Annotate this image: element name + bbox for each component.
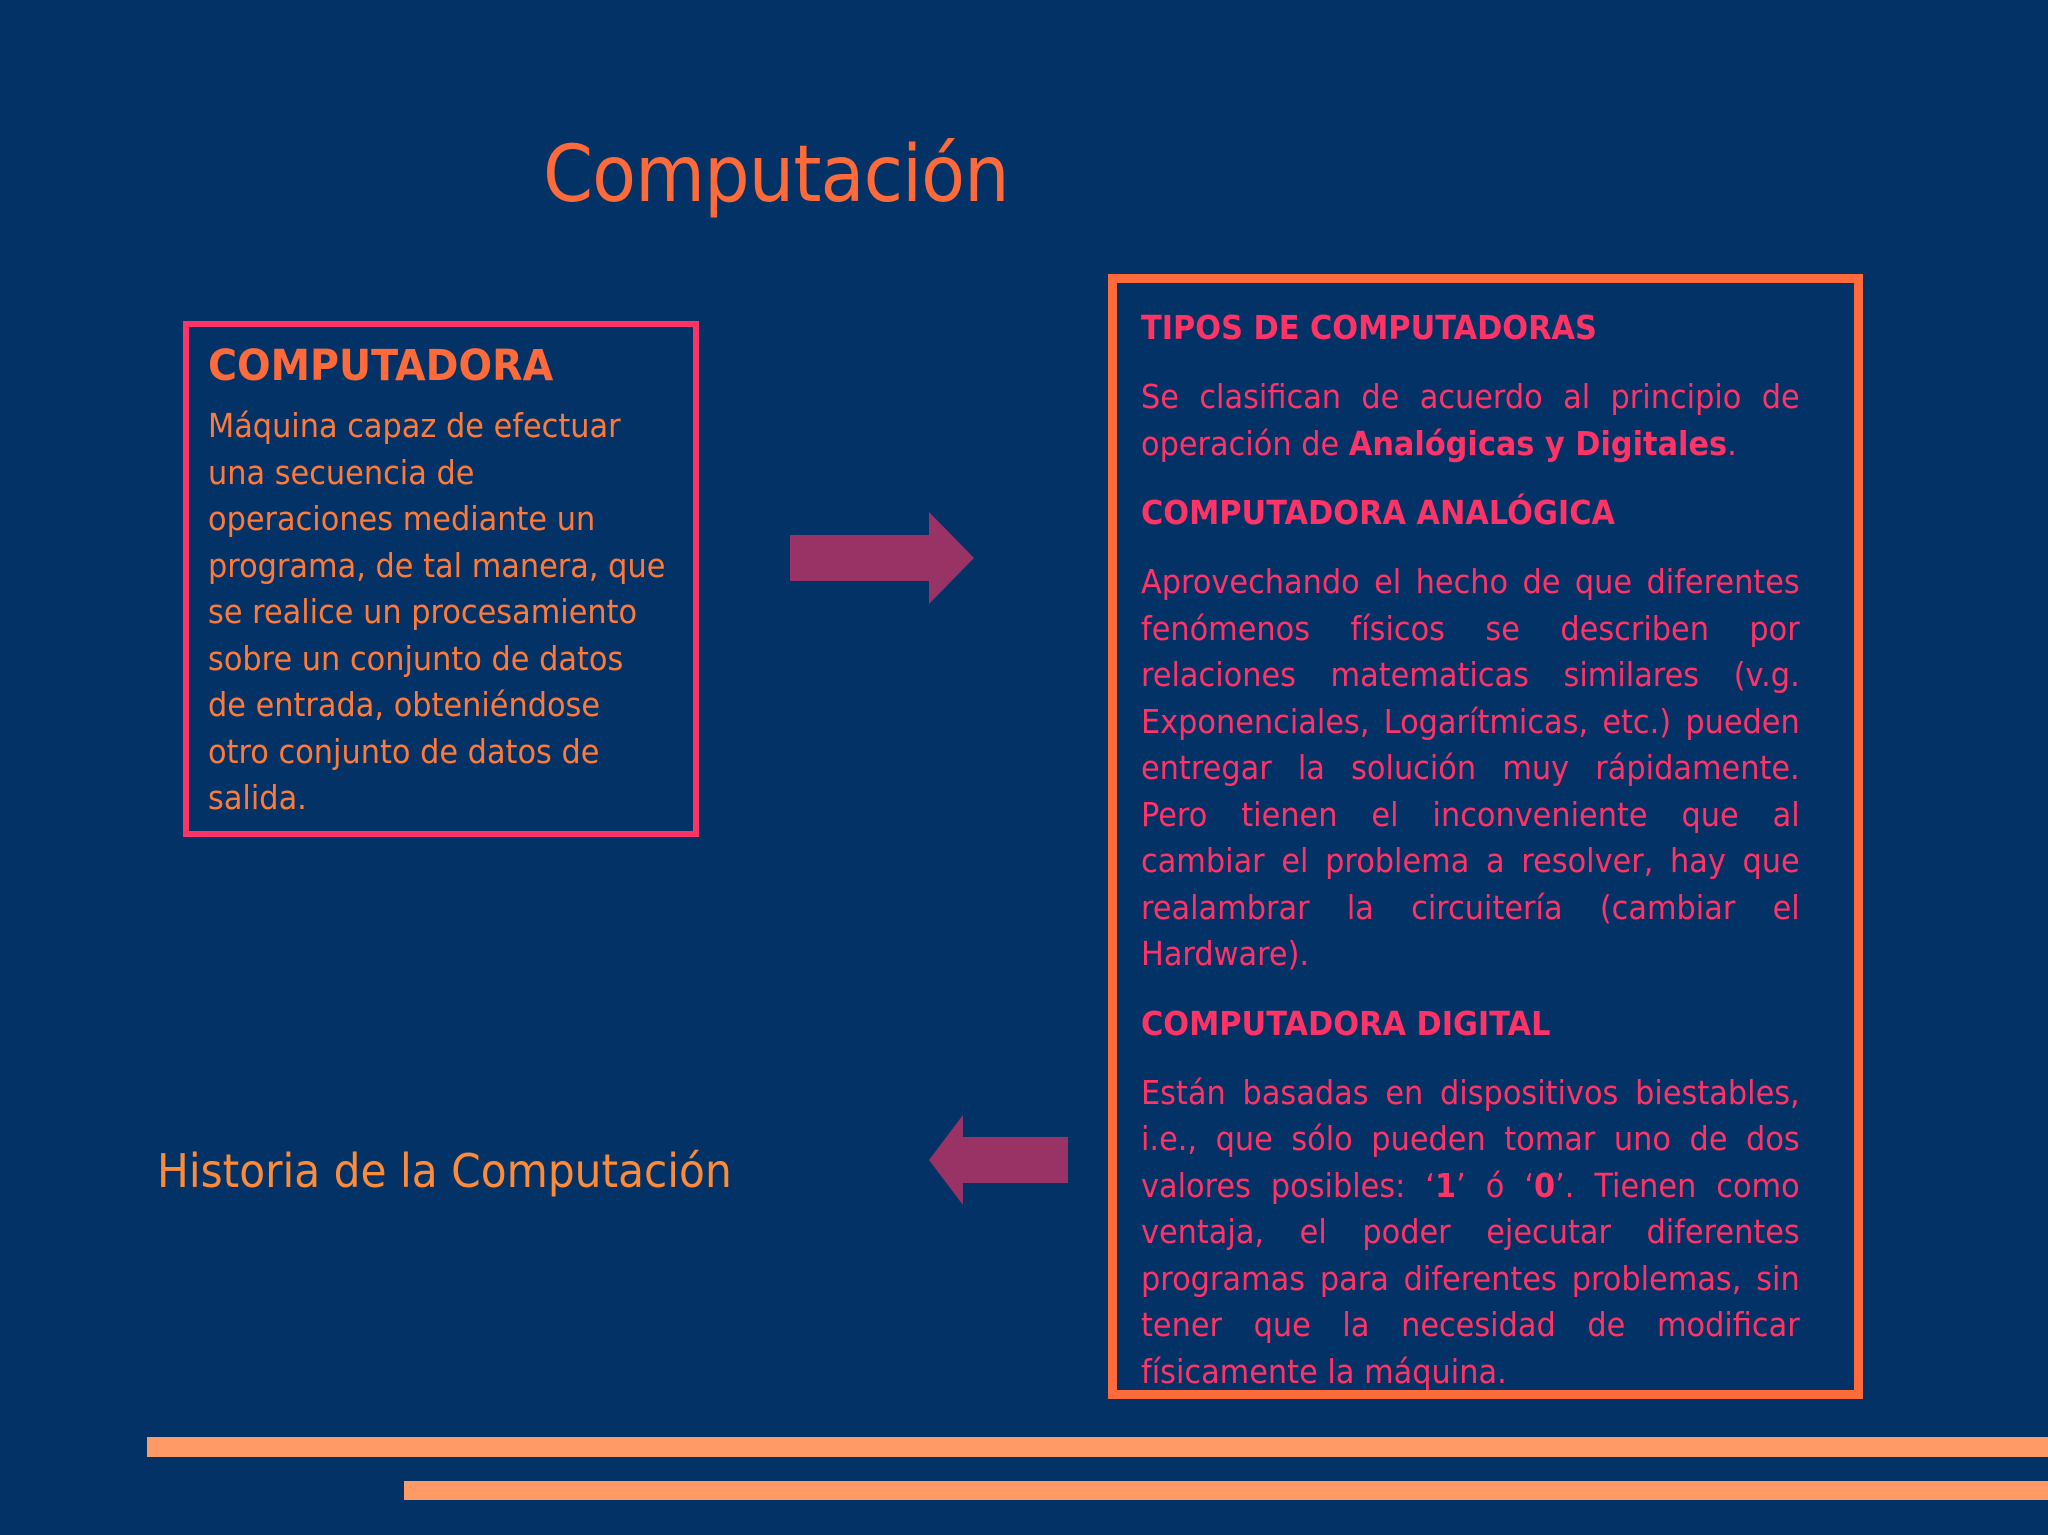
types-intro-text: Se clasifican de acuerdo al principio de operación de [1141, 377, 1800, 463]
decorative-bar-top [147, 1437, 2048, 1457]
digital-text [1141, 1070, 1800, 1396]
analog-heading: COMPUTADORA ANALÓGICA [1141, 493, 1615, 532]
types-intro-bold: Analógicas y Digitales [1348, 423, 1728, 463]
history-link[interactable]: Historia de la Computación [157, 1144, 732, 1198]
analog-text: Aprovechando el hecho de que diferentes fenómenos físicos se describen por relaciones matematicas similares (v.g. Exponenciales, Logarítmicas, etc.) pueden entregar la solución muy rápidamente. Pero tienen el inconveniente que al cambiar el problema a resolver, hay que realambrar la circuitería (cambiar el Hardware). [1141, 562, 1800, 973]
digital-one: 1 [1435, 1165, 1457, 1205]
types-heading: TIPOS DE COMPUTADORAS [1141, 308, 1597, 347]
computer-types-box [1108, 274, 1863, 1399]
types-intro-end: . [1727, 423, 1737, 463]
definition-box [183, 321, 699, 837]
digital-zero: 0 [1534, 1165, 1556, 1205]
digital-text-pre: Están basadas en dispositivos biestables, i.e., que sólo pueden tomar uno de dos valores posibles: ‘ [1141, 1072, 1800, 1205]
slide-title: Computación [543, 130, 1009, 220]
digital-text-mid: ’ ó ‘ [1456, 1165, 1535, 1205]
definition-text: Máquina capaz de efectuar una secuencia de operaciones mediante un programa, de tal manera, que se realice un procesamiento sobre un conjunto de datos de entrada, obteniéndose otro conjunto de datos de salida. [208, 406, 666, 817]
arrow-left-icon [928, 1113, 1070, 1207]
definition-heading: COMPUTADORA [208, 341, 554, 391]
arrow-right-icon [788, 510, 976, 606]
digital-heading: COMPUTADORA DIGITAL [1141, 1003, 1551, 1043]
decorative-bar-bottom [404, 1481, 2048, 1500]
digital-text-post: ’. Tienen como ventaja, el poder ejecutar diferentes programas para diferentes problemas, sin tener que la necesidad de modificar físicamente la máquina. [1141, 1165, 1800, 1391]
types-intro [1141, 374, 1800, 467]
